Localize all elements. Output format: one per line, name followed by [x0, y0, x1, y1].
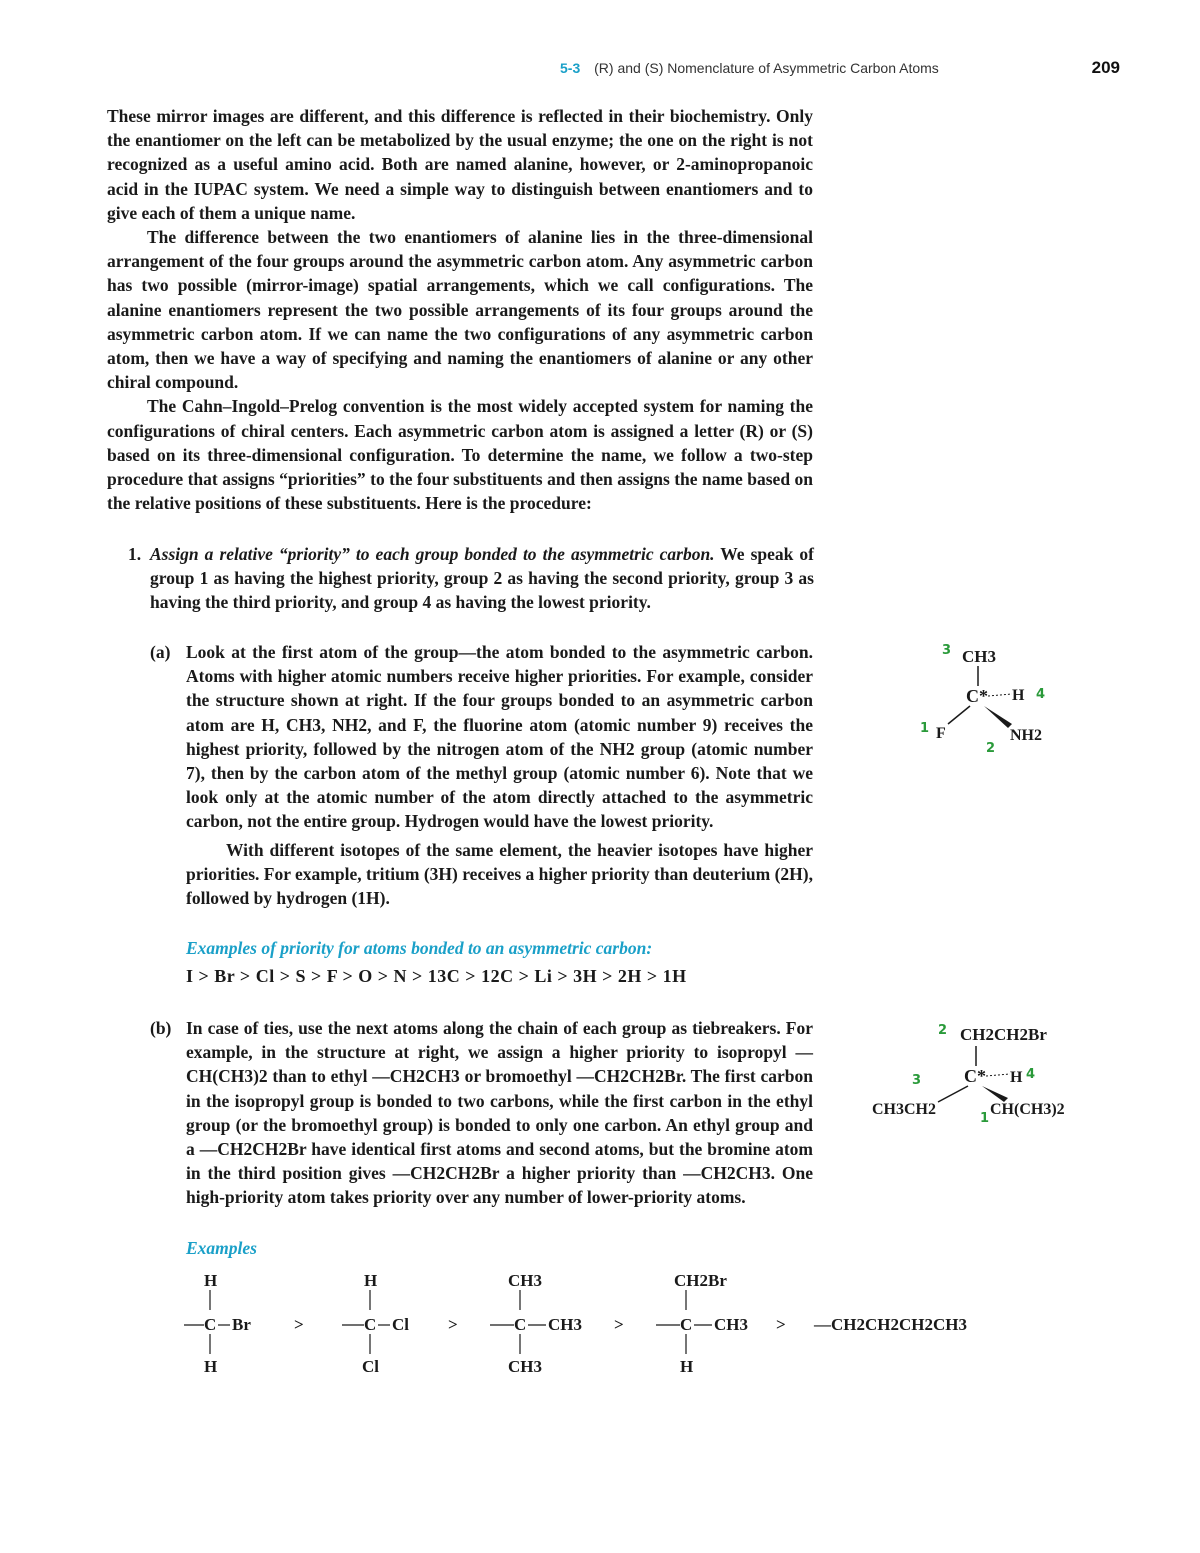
page-number: 209 [1091, 58, 1120, 77]
ex2-bottom: Cl [362, 1357, 379, 1376]
priority-circle-1: 1 [980, 1111, 990, 1126]
gt-sign: > [448, 1315, 458, 1334]
examples-drawing [176, 1270, 1006, 1390]
bond-line [938, 1086, 968, 1102]
structure-a [920, 636, 1060, 761]
priority-circle-1: 1 [920, 721, 930, 736]
structure-a-drawing [920, 636, 1060, 756]
isotope-text: With different isotopes of the same element, the heavier isotopes have higher priorities. For example, tritium (3H) receives a higher priority than deuterium (2H), followed by hydrogen (1H). [186, 839, 813, 909]
ex3-center: C [514, 1315, 527, 1334]
ex1-center: C [204, 1315, 217, 1334]
paragraph-2: The difference between the two enantiomers of alanine lies in the three-dimensional arrangement of the four groups around the asymmetric carbon atom. Any asymmetric carbon has two possible (mirror-image) spatial arrangements, which we call configurations. The alanine enantiomers represent the two possible arrangements of its four groups around the asymmetric carbon atom. If we can name the two configurations of any asymmetric carbon atom, then we have a way of specifying and naming the enantiomers of alanine or any other chiral compound. [107, 227, 813, 393]
structure-b [868, 1010, 1088, 1135]
sub-step-b-text: In case of ties, use the next atoms along the chain of each group as tiebreakers. For example, in the structure at right, we assign a higher priority to isopropyl —CH(CH3)2 than to ethyl —CH2CH3 or bromoethyl —CH2CH2Br. The first carbon in the isopropyl group is bonded to two carbons, while the first carbon in the ethyl group (or the bromoethyl group) is bonded to only one carbon. An ethyl group and a —CH2CH2Br have identical first atoms and second atoms, but the bromine atom in the third position gives —CH2CH2Br a higher priority than —CH2CH3. One high-priority atom takes priority over any number of lower-priority atoms. [186, 1018, 813, 1208]
struct-b-center: C* [964, 1066, 986, 1086]
gt-sign: > [776, 1315, 786, 1334]
ex3-bottom: CH3 [508, 1357, 542, 1376]
priority-circle-2: 2 [938, 1023, 948, 1038]
priority-circle-3: 3 [942, 643, 952, 658]
priority-circle-3: 3 [912, 1073, 922, 1088]
gt-sign: > [294, 1315, 304, 1334]
ex5-chain: —CH2CH2CH2CH3 [814, 1315, 967, 1334]
step-text: We speak of group 1 as having the highest priority, group 2 as having the second priority, group 3 as having the third priority, and group 4 as having the lowest priority. [150, 544, 814, 613]
section-number: 5-3 [560, 60, 581, 76]
hashed-bond [986, 1074, 1010, 1076]
ex3-top: CH3 [508, 1271, 542, 1290]
priority-examples-heading: Examples of priority for atoms bonded to an asymmetric carbon: [186, 938, 653, 958]
struct-a-left-group: F [936, 725, 946, 742]
ex4-center: C [680, 1315, 693, 1334]
bond-line [948, 706, 970, 724]
ex2-top: H [364, 1271, 378, 1290]
sub-step-b [150, 1016, 813, 1210]
priority-circle-4: 4 [1026, 1067, 1036, 1082]
struct-b-top-group: CH2CH2Br [960, 1025, 1047, 1044]
body-paragraphs [107, 104, 813, 515]
priority-sequence: I > Br > Cl > S > F > O > N > 13C > 12C > Li > 3H > 2H > 1H [186, 966, 687, 986]
priority-circle-4: 4 [1036, 687, 1046, 702]
ex4-right: CH3 [714, 1315, 748, 1334]
ex4-top: CH2Br [674, 1271, 727, 1290]
ex1-top: H [204, 1271, 218, 1290]
struct-a-bottom-right-group: NH2 [1010, 727, 1042, 744]
ex2-center: C [364, 1315, 377, 1334]
gt-sign: > [614, 1315, 624, 1334]
struct-a-top-group: CH3 [962, 647, 996, 666]
structure-b-drawing [868, 1010, 1088, 1130]
wedge-bond [984, 706, 1012, 728]
ex1-bottom: H [204, 1357, 218, 1376]
sub-step-a-text: Look at the first atom of the group—the atom bonded to the asymmetric carbon. Atoms with higher atomic numbers receive higher priorities. For example, consider the structure shown at right. If the four groups bonded to an asymmetric carbon atom are H, CH3, NH2, and F, the fluorine atom (atomic number 9) receives the highest priority, followed by the nitrogen atom of the NH2 group (atomic number 7), then by the carbon atom of the methyl group (atomic number 6). Note that we look only at the atomic number of the atom directly attached to the asymmetric carbon, not the entire group. Hydrogen would have the lowest priority. [186, 642, 813, 832]
priority-circle-2: 2 [986, 741, 996, 756]
step-number: 1. [128, 544, 142, 564]
examples-row [176, 1270, 1006, 1390]
examples-heading: Examples [186, 1238, 257, 1258]
ex3-right: CH3 [548, 1315, 582, 1334]
hashed-bond [988, 694, 1012, 696]
struct-a-right-group: H [1012, 687, 1025, 704]
section-title: (R) and (S) Nomenclature of Asymmetric Carbon Atoms [594, 60, 939, 76]
struct-b-right-group: H [1010, 1069, 1023, 1086]
step-heading: Assign a relative “priority” to each group bonded to the asymmetric carbon. [150, 544, 715, 564]
struct-a-center: C* [966, 686, 988, 706]
wedge-bond [982, 1086, 1008, 1102]
struct-b-left-group: CH3CH2 [872, 1101, 936, 1118]
paragraph-1: These mirror images are different, and this difference is reflected in their biochemistry. Only the enantiomer on the left can be metabolized by the usual enzyme; the one on the right is not recognized as a useful amino acid. Both are named alanine, however, or 2-aminopropanoic acid in the IUPAC system. We need a simple way to distinguish between enantiomers and to give each of them a unique name. [107, 106, 813, 223]
ex4-bottom: H [680, 1357, 694, 1376]
sub-step-label: (b) [150, 1018, 172, 1038]
struct-b-bottom-right-group: CH(CH3)2 [990, 1101, 1065, 1118]
ex1-right: Br [232, 1315, 251, 1334]
ex2-right: Cl [392, 1315, 409, 1334]
sub-step-a [150, 640, 813, 910]
step-1 [128, 542, 814, 615]
sub-step-label: (a) [150, 642, 171, 662]
running-head [560, 60, 1120, 84]
paragraph-3: The Cahn–Ingold–Prelog convention is the most widely accepted system for naming the configurations of chiral centers. Each asymmetric carbon atom is assigned a letter (R) or (S) based on its three-dimensional configuration. To determine the name, we follow a two-step procedure that assigns “priorities” to the four substituents and then assigns the name based on the relative positions of these substituents. Here is the procedure: [107, 396, 813, 514]
